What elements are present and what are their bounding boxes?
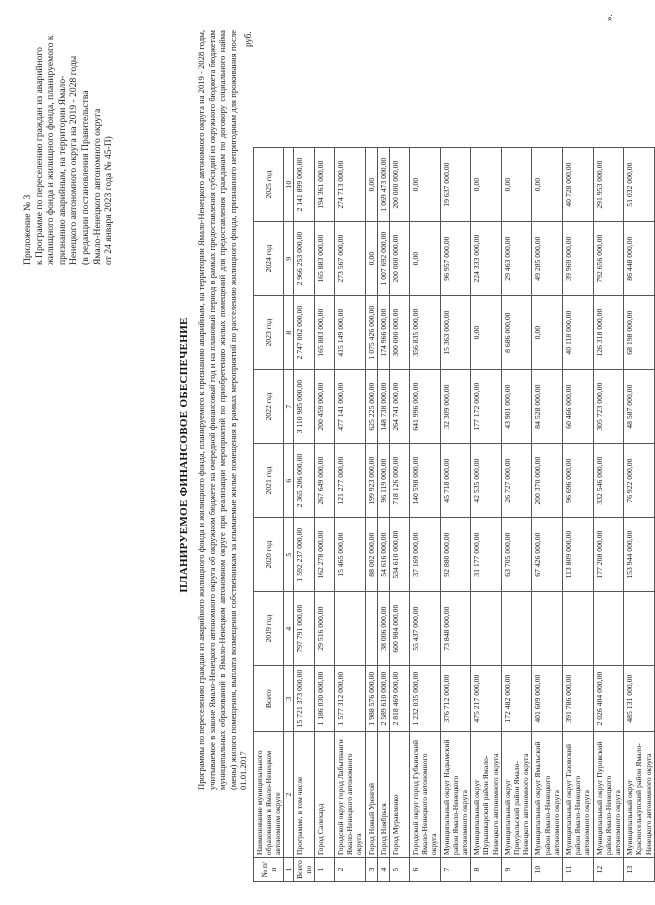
unit-label: руб. xyxy=(243,31,253,47)
amount-cell: 40 118 000,00 xyxy=(563,296,594,370)
page-marker: ». xyxy=(604,14,614,21)
column-index: 1 xyxy=(284,858,294,882)
column-header: 2023 год xyxy=(254,296,284,370)
amount-cell: 165 883 000,00 xyxy=(315,296,335,370)
amount-cell: 1 988 576 000,00 xyxy=(365,666,377,732)
column-index: 7 xyxy=(284,370,294,444)
amount-cell: 76 922 000,00 xyxy=(624,444,655,518)
amount-cell: 88 002 000,00 xyxy=(365,518,377,592)
amount-cell: 200 000 000,00 xyxy=(390,222,410,296)
amount-cell: 0,00 xyxy=(365,148,377,222)
row-number: 2 xyxy=(335,858,366,882)
amount-cell: 48 587 000,00 xyxy=(624,370,655,444)
table-row xyxy=(532,148,563,882)
amount-cell: 92 880 000,00 xyxy=(440,518,471,592)
municipality-name: Муниципальный округ Надымский район Ямало-Ненецкого автономного округа xyxy=(440,732,471,858)
amount-cell: 67 426 000,00 xyxy=(532,518,563,592)
row-number: Всего по xyxy=(294,858,315,882)
amount-cell: 0,00 xyxy=(410,222,441,296)
amount-cell: 37 169 000,00 xyxy=(410,518,441,592)
column-index: 5 xyxy=(284,518,294,592)
table-row xyxy=(410,148,441,882)
amount-cell: 39 969 000,00 xyxy=(563,222,594,296)
amount-cell: 2 747 002 000,00 xyxy=(294,296,315,370)
amount-cell: 96 696 000,00 xyxy=(563,444,594,518)
column-index: 3 xyxy=(284,666,294,732)
amount-cell: 200 000 000,00 xyxy=(390,148,410,222)
column-header: 2022 год xyxy=(254,370,284,444)
amount-cell: 0,00 xyxy=(471,148,502,222)
appendix-line: Ненецкого автономного округа на 2019 - 2028 годы xyxy=(68,55,80,265)
table-row xyxy=(471,148,502,882)
column-header: Наименование муниципального образования в Ямало-Ненецком автономном округе xyxy=(254,732,284,858)
table-row xyxy=(593,148,624,882)
appendix-block xyxy=(22,20,115,265)
amount-cell xyxy=(624,592,655,666)
amount-cell: 0,00 xyxy=(532,296,563,370)
amount-cell: 718 126 000,00 xyxy=(390,444,410,518)
amount-cell: 153 944 000,00 xyxy=(624,518,655,592)
column-header: 2021 год xyxy=(254,444,284,518)
table-row xyxy=(390,148,410,882)
column-header: № п/п xyxy=(254,858,284,882)
municipality-name: Муниципальный округ Ямальский район Ямало-Ненецкого автономного округа xyxy=(532,732,563,858)
amount-cell: 63 705 000,00 xyxy=(501,518,532,592)
amount-cell xyxy=(593,592,624,666)
row-number: 13 xyxy=(624,858,655,882)
amount-cell: 29 516 000,00 xyxy=(315,592,335,666)
amount-cell: 60 466 000,00 xyxy=(563,370,594,444)
row-number: 1 xyxy=(315,858,335,882)
column-index: 8 xyxy=(284,296,294,370)
appendix-line: (в редакции постановления Правительства xyxy=(79,90,91,265)
amount-cell: 2 966 253 000,00 xyxy=(294,222,315,296)
amount-cell: 415 149 000,00 xyxy=(335,296,366,370)
amount-cell: 1 232 035 000,00 xyxy=(410,666,441,732)
amount-cell: 0,00 xyxy=(532,148,563,222)
amount-cell: 200 459 000,00 xyxy=(315,370,335,444)
municipality-name: Город Ноябрьск xyxy=(377,732,389,858)
amount-cell: 264 741 000,00 xyxy=(390,370,410,444)
document-subtitle: Программы по переселению граждан из аварийного жилищного фонда и жилищного фонда, планируемого к признанию аварийным, на территории Ямало-Ненецкого автономного округа на 2019 - 2028 годы, учитываемое в законе Ямало-Ненецкого автономного округа об окружном бюджете на очередной финансовый год и на плановый период в рамках предоставления субсидий из окружного бюджета бюджетам муниципальных образований в Ямало-Ненецком автономном округе при реализации мероприятий по приобретению жилых помещений для предоставления гражданам по договору социального найма (мены) жилого помещения, выплата возмещения собственникам за изымаемые жилые помещения в рамках мероприятий по расселению жилищного фонда, признанного непригодным для проживания после 01.01.2017 xyxy=(196,30,249,790)
amount-cell: 273 567 000,00 xyxy=(335,222,366,296)
amount-cell: 199 923 000,00 xyxy=(365,444,377,518)
amount-cell: 51 032 000,00 xyxy=(624,148,655,222)
amount-cell: 40 728 000,00 xyxy=(563,148,594,222)
amount-cell: 1 075 426 000,00 xyxy=(365,296,377,370)
amount-cell: 54 616 000,00 xyxy=(377,518,389,592)
amount-cell xyxy=(335,592,366,666)
amount-cell: 68 198 000,00 xyxy=(624,296,655,370)
financing-table xyxy=(253,147,655,882)
amount-cell: 31 177 000,00 xyxy=(471,518,502,592)
amount-cell: 1 007 692 000,00 xyxy=(377,222,389,296)
amount-cell: 15 465 000,00 xyxy=(335,518,366,592)
table-row xyxy=(315,148,335,882)
amount-cell: 485 131 000,00 xyxy=(624,666,655,732)
municipality-name: Город Муравленко xyxy=(390,732,410,858)
amount-cell: 376 712 000,00 xyxy=(440,666,471,732)
amount-cell xyxy=(501,592,532,666)
amount-cell xyxy=(471,592,502,666)
amount-cell: 641 996 000,00 xyxy=(410,370,441,444)
amount-cell: 267 649 000,00 xyxy=(315,444,335,518)
amount-cell: 96 957 000,00 xyxy=(440,222,471,296)
municipality-name: Город Новый Уренгой xyxy=(365,732,377,858)
column-index: 2 xyxy=(284,732,294,858)
row-number: 10 xyxy=(532,858,563,882)
amount-cell: 792 656 000,00 xyxy=(593,222,624,296)
amount-cell: 113 809 000,00 xyxy=(563,518,594,592)
amount-cell: 8 686 000,00 xyxy=(501,296,532,370)
amount-cell: 84 528 000,00 xyxy=(532,370,563,444)
amount-cell: 300 000 000,00 xyxy=(390,296,410,370)
table-row xyxy=(365,148,377,882)
table-row xyxy=(501,148,532,882)
column-index: 6 xyxy=(284,444,294,518)
municipality-name: Муниципальный округ Шурышкарский район Ямало-Ненецкого автономного округа xyxy=(471,732,502,858)
column-index: 4 xyxy=(284,592,294,666)
amount-cell: 401 609 000,00 xyxy=(532,666,563,732)
appendix-line: признанию аварийным, на территории Ямало- xyxy=(56,75,68,265)
appendix-line: жилищного фонда и жилищного фонда, планируемого к xyxy=(45,35,57,265)
amount-cell: 3 110 985 000,00 xyxy=(294,370,315,444)
amount-cell: 45 718 000,00 xyxy=(440,444,471,518)
amount-cell: 2 141 899 000,00 xyxy=(294,148,315,222)
amount-cell: 0,00 xyxy=(501,148,532,222)
table-row xyxy=(335,148,366,882)
municipality-name: Программе, в том числе xyxy=(294,732,315,858)
amount-cell: 600 984 000,00 xyxy=(390,592,410,666)
amount-cell: 165 883 000,00 xyxy=(315,222,335,296)
amount-cell: 1 577 312 000,00 xyxy=(335,666,366,732)
amount-cell: 224 333 000,00 xyxy=(471,222,502,296)
amount-cell: 305 723 000,00 xyxy=(593,370,624,444)
amount-cell: 200 370 000,00 xyxy=(532,444,563,518)
table-row xyxy=(624,148,655,882)
column-header: 2025 год xyxy=(254,148,284,222)
column-index: 10 xyxy=(284,148,294,222)
amount-cell: 0,00 xyxy=(471,296,502,370)
municipality-name: Городской округ город Лабытнанги Ямало-Ненецкого автономного округа xyxy=(335,732,366,858)
table-row xyxy=(294,148,315,882)
amount-cell: 797 791 000,00 xyxy=(294,592,315,666)
municipality-name: Муниципальный округ Красноселькупский район Ямало-Ненецкого автономного округа xyxy=(624,732,655,858)
row-number: 7 xyxy=(440,858,471,882)
amount-cell: 174 966 000,00 xyxy=(377,296,389,370)
amount-cell: 625 225 000,00 xyxy=(365,370,377,444)
amount-cell: 38 006 000,00 xyxy=(377,592,389,666)
column-header: 2020 год xyxy=(254,518,284,592)
amount-cell: 291 953 000,00 xyxy=(593,148,624,222)
row-number: 8 xyxy=(471,858,502,882)
amount-cell: 2 365 206 000,00 xyxy=(294,444,315,518)
column-index: 9 xyxy=(284,222,294,296)
amount-cell: 43 901 000,00 xyxy=(501,370,532,444)
amount-cell: 148 738 000,00 xyxy=(377,370,389,444)
row-number: 11 xyxy=(563,858,594,882)
amount-cell: 1 186 030 000,00 xyxy=(315,666,335,732)
amount-cell: 32 309 000,00 xyxy=(440,370,471,444)
municipality-name: Город Салехард xyxy=(315,732,335,858)
amount-cell: 332 546 000,00 xyxy=(593,444,624,518)
table-header-row xyxy=(254,148,284,882)
municipality-name: Городской округ город Губкинский Ямало-Ненецкого автономного округа xyxy=(410,732,441,858)
row-number: 9 xyxy=(501,858,532,882)
row-number: 6 xyxy=(410,858,441,882)
amount-cell: 86 448 000,00 xyxy=(624,222,655,296)
amount-cell: 121 277 000,00 xyxy=(335,444,366,518)
amount-cell: 29 463 000,00 xyxy=(501,222,532,296)
amount-cell: 0,00 xyxy=(365,222,377,296)
column-header: 2019 год xyxy=(254,592,284,666)
municipality-name: Муниципальный округ Пуровский район Ямало-Ненецкого автономного округа xyxy=(593,732,624,858)
amount-cell: 1 069 473 000,00 xyxy=(377,148,389,222)
amount-cell: 1 592 237 000,00 xyxy=(294,518,315,592)
amount-cell: 19 637 000,00 xyxy=(440,148,471,222)
amount-cell: 2 818 469 000,00 xyxy=(390,666,410,732)
amount-cell: 49 285 000,00 xyxy=(532,222,563,296)
amount-cell xyxy=(532,592,563,666)
amount-cell: 534 610 000,00 xyxy=(390,518,410,592)
row-number: 4 xyxy=(377,858,389,882)
column-header: Всего xyxy=(254,666,284,732)
amount-cell: 356 835 000,00 xyxy=(410,296,441,370)
amount-cell: 172 482 000,00 xyxy=(501,666,532,732)
amount-cell: 177 208 000,00 xyxy=(593,518,624,592)
municipality-name: Муниципальный округ Приуральский район Ямало-Ненецкого автономного округа xyxy=(501,732,532,858)
row-number: 12 xyxy=(593,858,624,882)
amount-cell xyxy=(365,592,377,666)
amount-cell: 391 786 000,00 xyxy=(563,666,594,732)
column-index-row xyxy=(284,148,294,882)
amount-cell: 15 363 000,00 xyxy=(440,296,471,370)
table-row xyxy=(563,148,594,882)
amount-cell: 177 172 000,00 xyxy=(471,370,502,444)
amount-cell: 15 721 373 000,00 xyxy=(294,666,315,732)
table-row xyxy=(440,148,471,882)
table-row xyxy=(377,148,389,882)
appendix-line: от 24 января 2023 года № 45-П) xyxy=(103,136,115,265)
row-number: 5 xyxy=(390,858,410,882)
appendix-line: к Программе по переселению граждан из аварийного xyxy=(33,47,45,265)
amount-cell: 475 217 000,00 xyxy=(471,666,502,732)
amount-cell: 194 361 000,00 xyxy=(315,148,335,222)
amount-cell: 126 318 000,00 xyxy=(593,296,624,370)
amount-cell: 55 437 000,00 xyxy=(410,592,441,666)
amount-cell: 0,00 xyxy=(410,148,441,222)
amount-cell: 73 848 000,00 xyxy=(440,592,471,666)
amount-cell: 274 713 000,00 xyxy=(335,148,366,222)
amount-cell xyxy=(563,592,594,666)
document-title: ПЛАНИРУЕМОЕ ФИНАНСОВОЕ ОБЕСПЕЧЕНИЕ xyxy=(178,317,190,593)
amount-cell: 162 278 000,00 xyxy=(315,518,335,592)
amount-cell: 2 589 610 000,00 xyxy=(377,666,389,732)
row-number: 3 xyxy=(365,858,377,882)
amount-cell: 96 119 000,00 xyxy=(377,444,389,518)
municipality-name: Муниципальный округ Тазовский район Ямало-Ненецкого автономного округа xyxy=(563,732,594,858)
amount-cell: 2 026 404 000,00 xyxy=(593,666,624,732)
amount-cell: 42 535 000,00 xyxy=(471,444,502,518)
amount-cell: 477 141 000,00 xyxy=(335,370,366,444)
appendix-line: Приложение № 3 xyxy=(22,194,33,265)
amount-cell: 140 598 000,00 xyxy=(410,444,441,518)
amount-cell: 26 727 000,00 xyxy=(501,444,532,518)
appendix-line: Ямало-Ненецкого автономного округа xyxy=(91,108,103,265)
column-header: 2024 год xyxy=(254,222,284,296)
